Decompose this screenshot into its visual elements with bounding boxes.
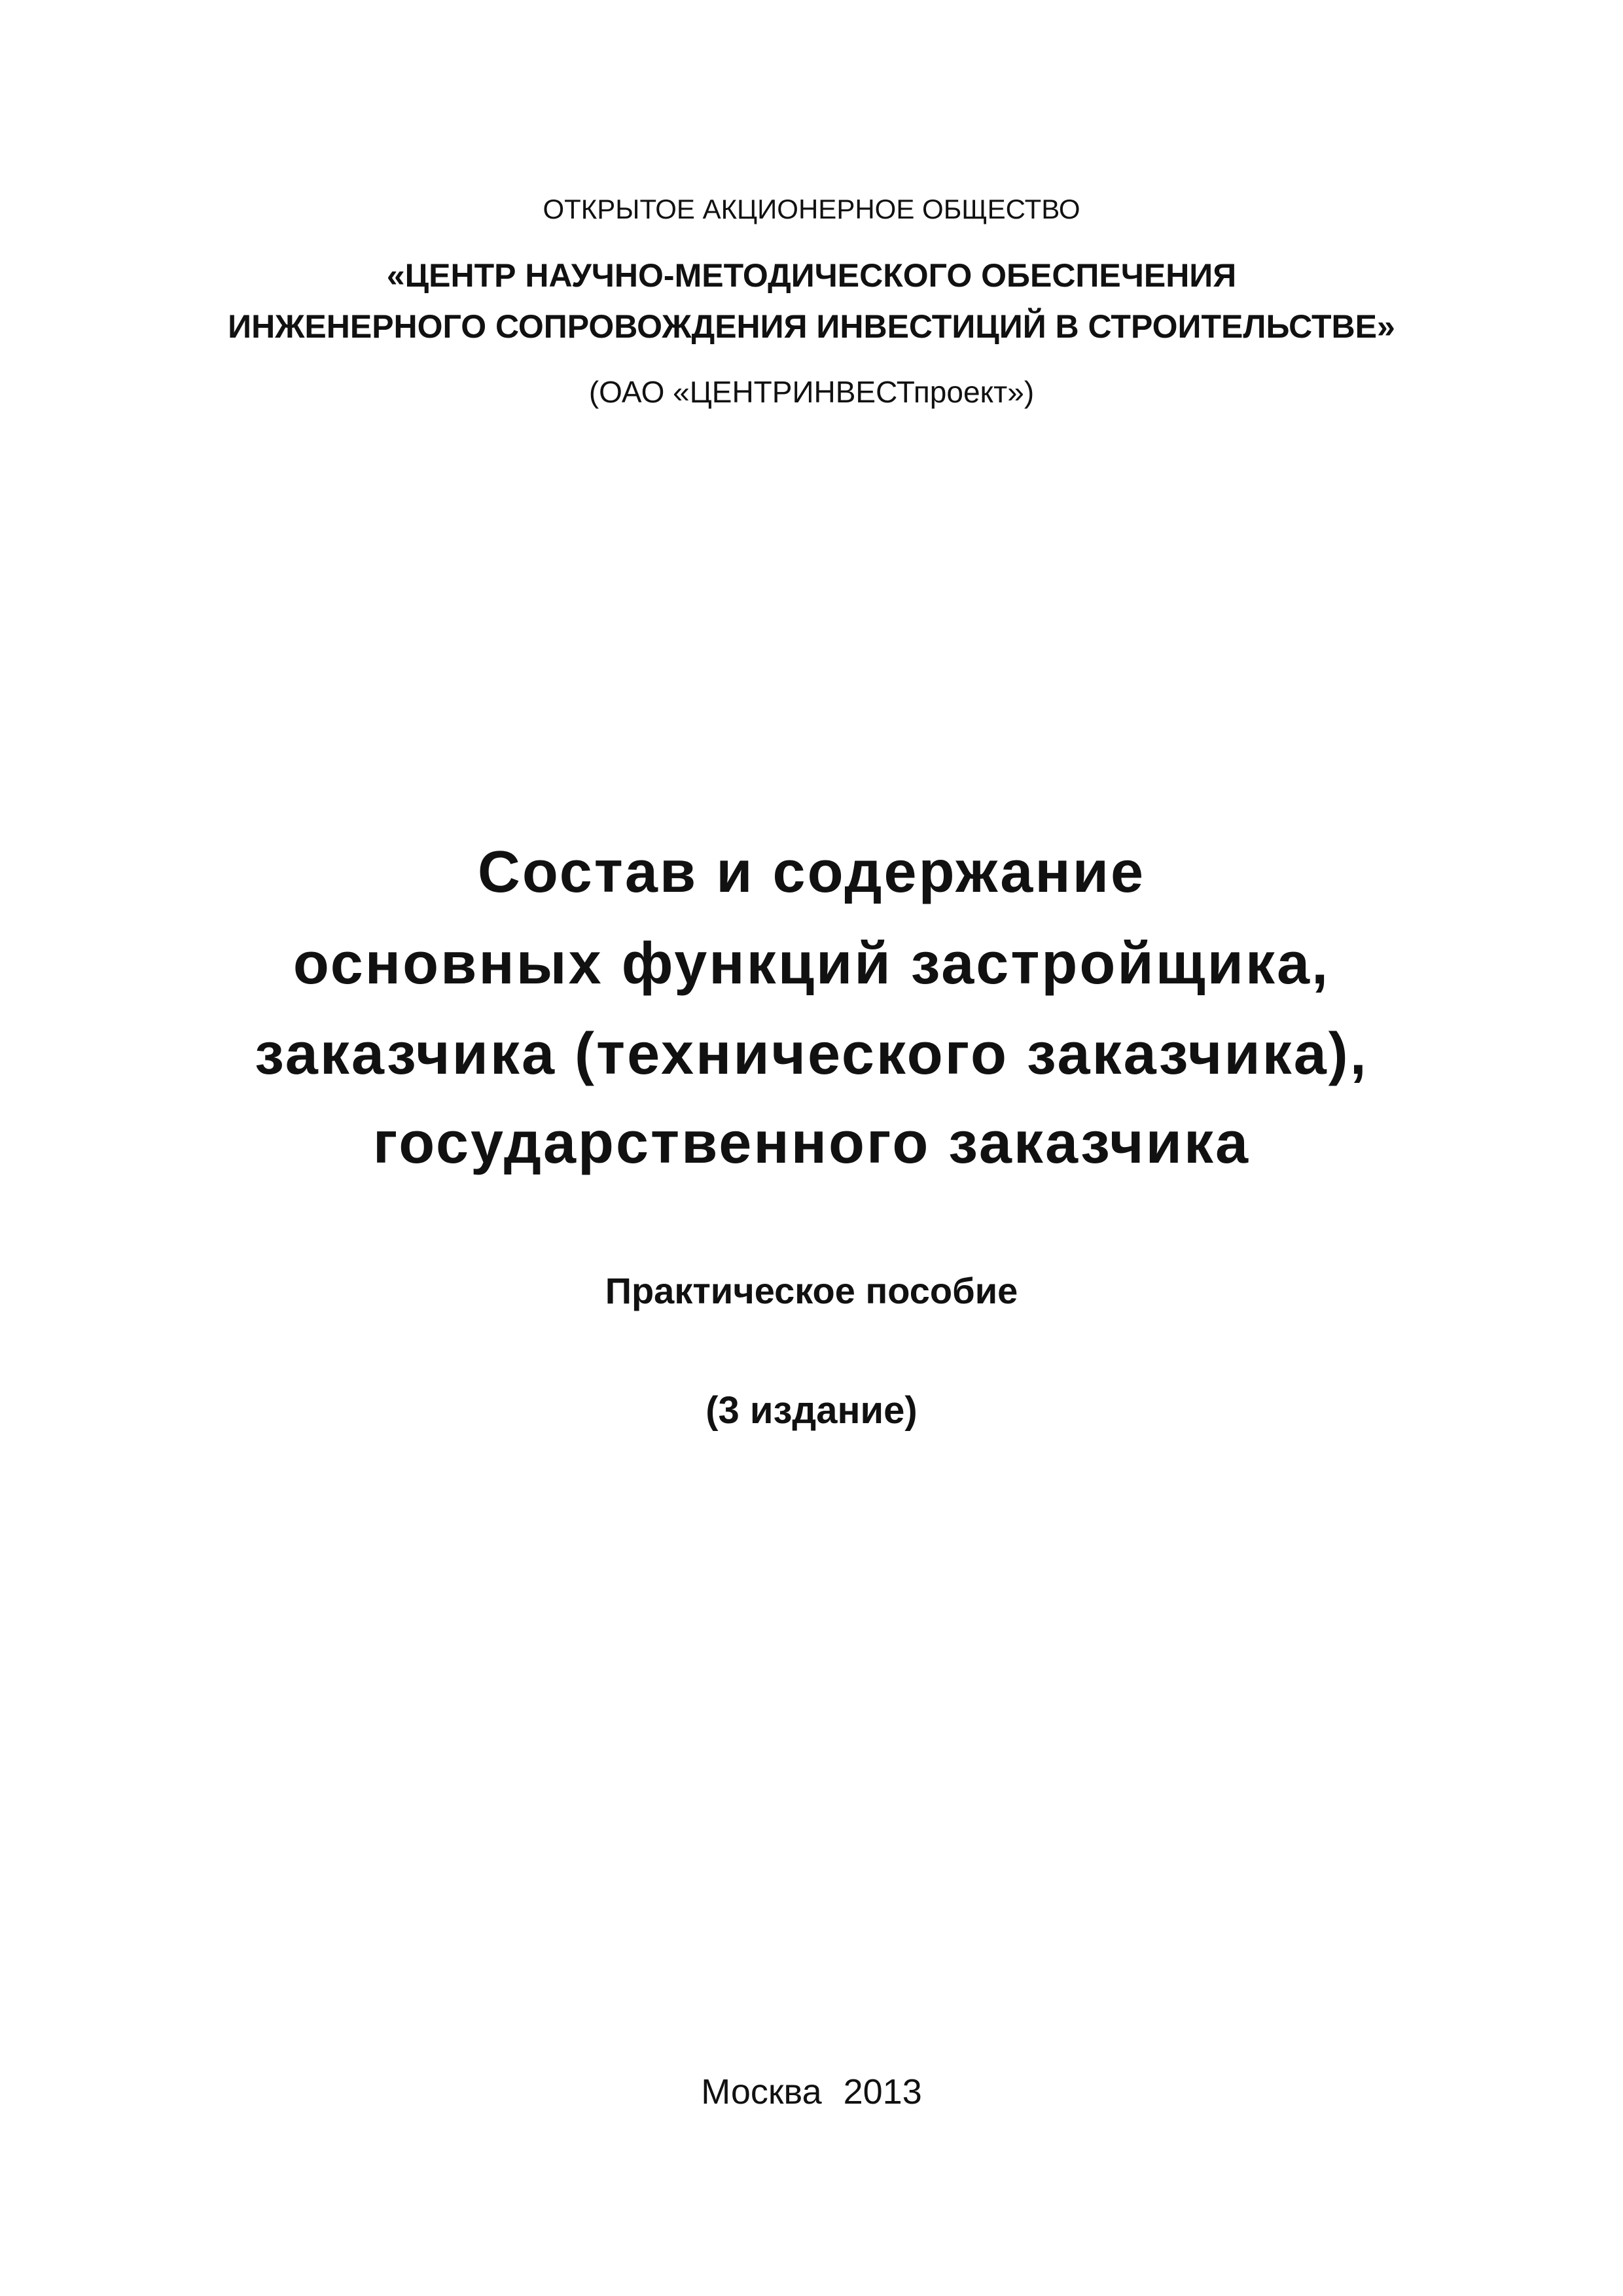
title-line-3: заказчика (технического заказчика),	[255, 1021, 1368, 1087]
title-line-1: Состав и содержание	[477, 839, 1146, 905]
title-line-2: основных функций застройщика,	[293, 931, 1330, 997]
organization-type: ОТКРЫТОЕ АКЦИОНЕРНОЕ ОБЩЕСТВО	[543, 194, 1080, 224]
title-line-4: государственного заказчика	[372, 1110, 1251, 1176]
document-subtitle: Практическое пособие	[605, 1270, 1018, 1311]
organization-abbreviation: (ОАО «ЦЕНТРИНВЕСТпроект»)	[588, 375, 1035, 409]
organization-name-line-1: «ЦЕНТР НАУЧНО-МЕТОДИЧЕСКОГО ОБЕСПЕЧЕНИЯ	[386, 257, 1237, 294]
place-and-year: Москва 2013	[701, 2072, 922, 2111]
edition-label: (3 издание)	[705, 1389, 918, 1432]
organization-name-line-2: ИНЖЕНЕРНОГО СОПРОВОЖДЕНИЯ ИНВЕСТИЦИЙ В СТРОИТЕЛЬСТВЕ»	[228, 308, 1395, 345]
